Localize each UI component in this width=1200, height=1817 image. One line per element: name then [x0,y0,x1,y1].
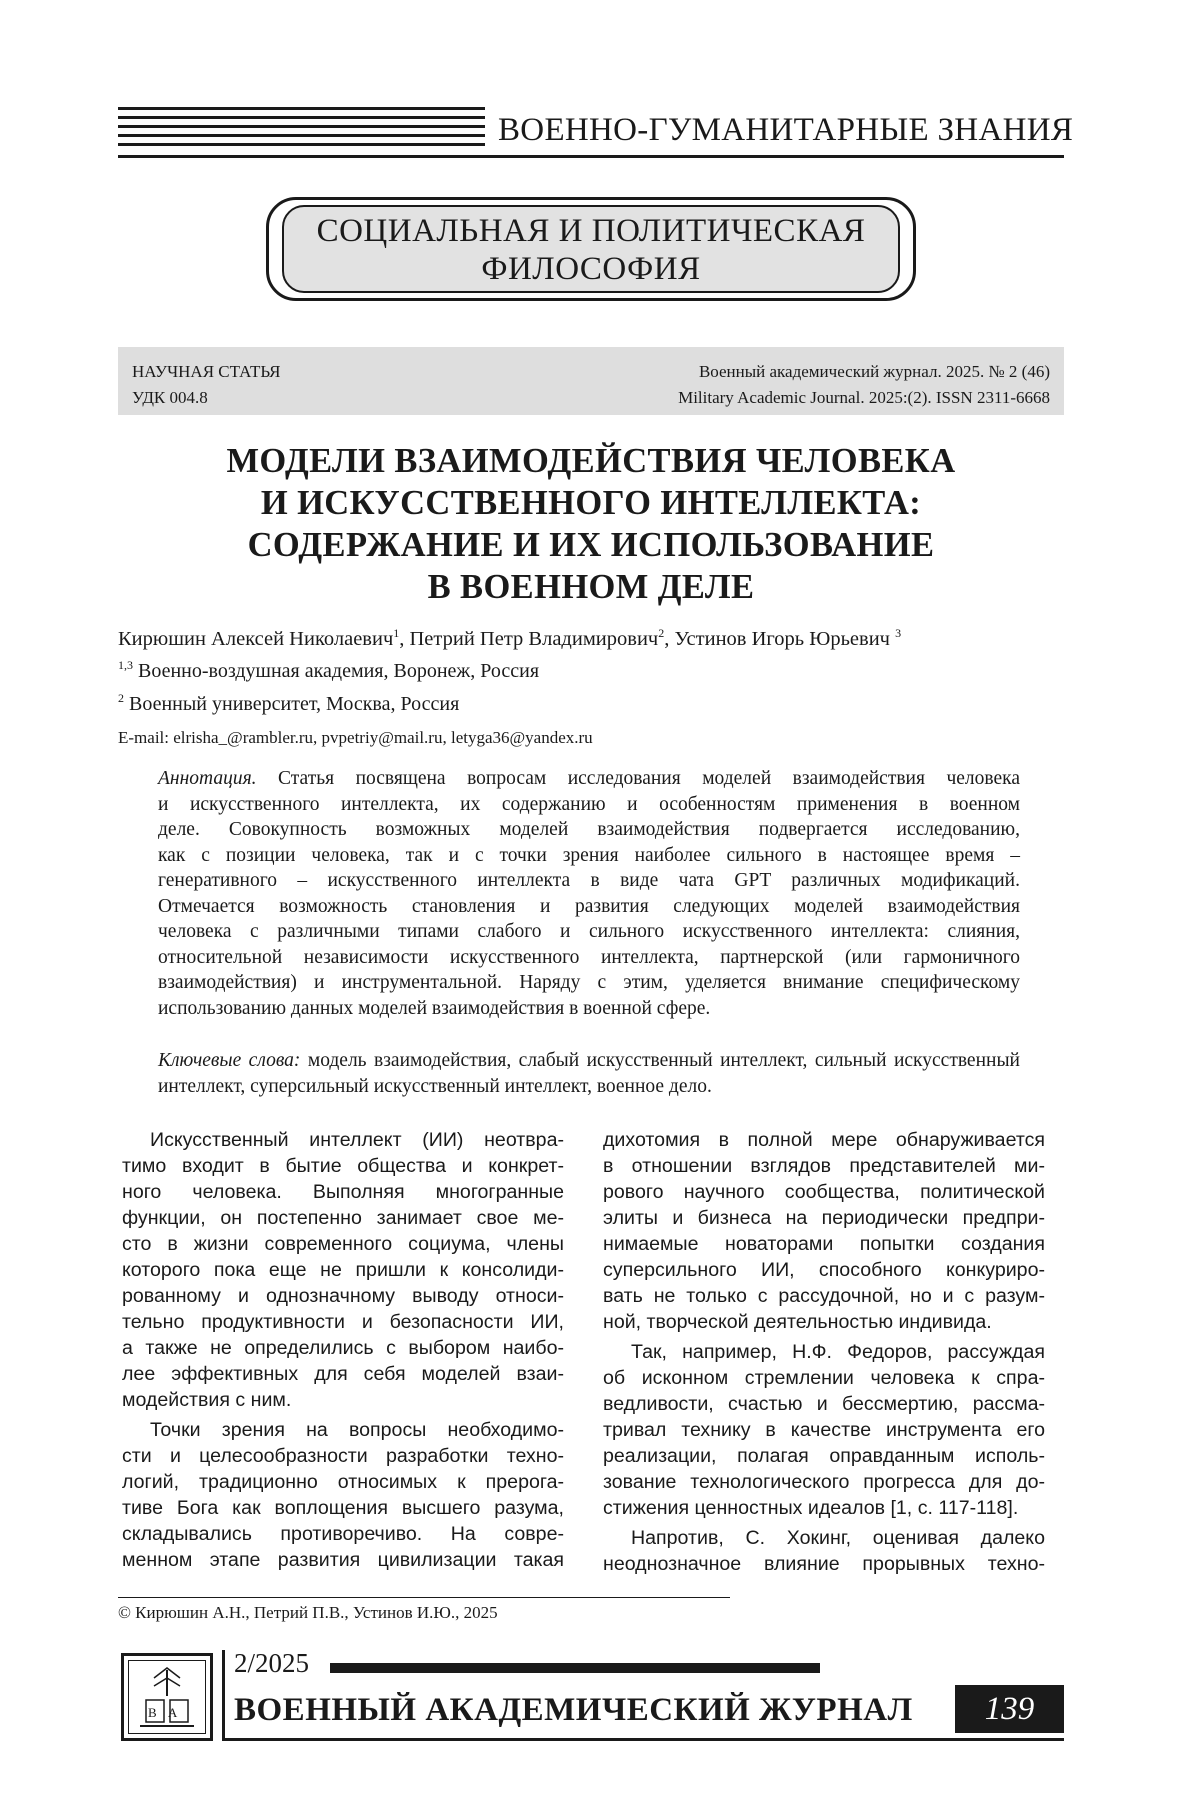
section-title-line-2: ФИЛОСОФИЯ [481,251,701,287]
body-line: Точки зрения на вопросы необходимо- [150,1419,564,1441]
author-1-sup: 1 [393,626,400,640]
logo-letters: ВА [148,1705,190,1720]
abstract-line: относительной независимости искусственного интеллекта, партнерской (или гармоничного [158,946,1020,968]
author-3-sup: 3 [895,626,902,640]
affiliation-1-text: Военно-воздушная академия, Воронеж, Россия [133,660,540,682]
keywords [158,1048,1020,1099]
abstract-line: деле. Совокупность возможных моделей взаимодействия подвергается исследованию, [158,819,1020,840]
title-line-4: В ВОЕННОМ ДЕЛЕ [427,568,755,606]
issue-bar [330,1663,820,1673]
body-line: тимо входит в бытие общества и конкрет- [122,1155,564,1177]
author-1: Кирюшин Алексей Николаевич [118,628,394,650]
body-line: стижения ценностных идеалов [1, с. 117-118]. [603,1497,1019,1519]
body-line: неоднозначное влияние прорывных техно- [603,1553,1045,1575]
abstract-line: и искусственного интеллекта, их содержанию и особенностям применения в военном [158,793,1020,815]
body-line: тельно продуктивности и безопасности ИИ, [122,1311,564,1333]
body-line: сти и целесообразности разработки техно- [122,1445,564,1467]
author-separator: , [664,628,675,650]
abstract-line: использованию данных моделей взаимодействия в военной сфере. [158,997,711,1019]
body-line: ведливости, счастью и бессмертию, рассма- [603,1393,1045,1415]
body-line: складывались противоречиво. На совре- [122,1523,564,1545]
abstract-line: человека с различными типами слабого и сильного искусственного интеллекта: слияния, [158,921,1020,942]
body-line: функции, он постепенно занимает свое ме- [122,1207,564,1229]
body-line: тривал технику в качестве инструмента его [603,1419,1045,1441]
title-line-3: СОДЕРЖАНИЕ И ИХ ИСПОЛЬЗОВАНИЕ [247,526,935,564]
affiliation-1-sup: 1,3 [118,658,133,672]
author-emails: E-mail: elrisha_@rambler.ru, pvpetriy@mail.ru, letyga36@yandex.ru [118,728,593,747]
author-3: Устинов Игорь Юрьевич [674,628,896,650]
journal-citation-ru: Военный академический журнал. 2025. № 2 (46) [698,362,1050,381]
keywords-label: Ключевые слова: [158,1050,301,1071]
abstract-line: генеративного – искусственного интеллекта в виде чата GPT различных модификаций. [158,870,1020,891]
body-column-left [122,1127,564,1573]
body-line: Так, например, Н.Ф. Федоров, рассуждая [631,1341,1045,1363]
body-line: Напротив, С. Хокинг, оценивая далеко [631,1527,1045,1549]
body-line: логий, традиционно относимых к прерога- [122,1471,564,1493]
abstract-line: Отмечается возможность становления и развития следующих моделей взаимодействия [158,895,1020,917]
journal-name: ВОЕННЫЙ АКАДЕМИЧЕСКИЙ ЖУРНАЛ [234,1692,913,1728]
running-header-title: ВОЕННО-ГУМАНИТАРНЫЕ ЗНАНИЯ [498,112,1074,148]
article-meta-box [118,347,1064,415]
body-line: об исконном стремлении человека к спра- [603,1367,1045,1389]
header-decorative-lines [118,107,485,153]
author-2-sup: 2 [658,626,665,640]
journal-logo [121,1653,213,1741]
keywords-text: модель взаимодействия, слабый искусственный интеллект, сильный искусственный интеллект, суперсильный искусственный интеллект, военное дело. [158,1050,1020,1097]
body-line: суперсильного ИИ, способного конкуриро- [603,1259,1045,1281]
affiliation-1 [118,660,539,683]
logo-emblem-icon [124,1656,210,1738]
body-line: Искусственный интеллект (ИИ) неотвра- [150,1129,564,1151]
footnote-rule [118,1597,730,1598]
abstract [158,766,1020,1021]
body-line: ного человека. Выполняя многогранные [122,1181,564,1203]
udc-code: УДК 004.8 [132,388,208,407]
body-line: сто в жизни современного социума, члены [122,1233,564,1255]
header-rule [118,155,1064,158]
abstract-line: как с позиции человека, так и с точки зрения наиболее сильного в настоящее время – [158,844,1020,866]
abstract-line: взаимодействия) и инструментальной. Наряду с этим, уделяется внимание специфическому [158,972,1020,993]
affiliation-2-text: Военный университет, Москва, Россия [124,693,460,715]
copyright-footnote: © Кирюшин А.Н., Петрий П.В., Устинов И.Ю., 2025 [118,1603,498,1622]
section-title-line-1: СОЦИАЛЬНАЯ И ПОЛИТИЧЕСКАЯ [316,213,866,249]
body-line: в отношении взглядов представителей ми- [603,1155,1045,1177]
body-line: элиты и бизнеса на периодически предпри- [603,1207,1045,1229]
body-line: модействия с ним. [122,1389,292,1411]
body-line: которого пока еще не пришли к консолиди- [122,1259,564,1281]
body-line: дихотомия в полной мере обнаруживается [603,1129,1045,1151]
title-line-2: И ИСКУССТВЕННОГО ИНТЕЛЛЕКТА: [260,484,922,522]
journal-citation-en: Military Academic Journal. 2025:(2). ISSN 2311-6668 [678,388,1050,407]
affiliation-2 [118,693,459,716]
body-column-right [603,1127,1045,1577]
body-line: зование технологического прогресса для до- [603,1471,1045,1493]
issue-number: 2/2025 [234,1648,310,1678]
affiliation-2-sup: 2 [118,691,124,705]
body-line: рового научного сообщества, политической [603,1181,1045,1203]
body-line: лее эффективных для себя моделей взаи- [122,1363,564,1385]
title-line-1: МОДЕЛИ ВЗАИМОДЕЙСТВИЯ ЧЕЛОВЕКА [226,442,956,480]
body-line: а также не определились с выбором наибо- [122,1337,564,1359]
article-type: НАУЧНАЯ СТАТЬЯ [132,362,281,381]
article-title [118,440,1064,608]
section-banner [282,205,900,293]
body-line: вать не только с рассудочной, но и с разум- [603,1285,1045,1307]
abstract-label: Аннотация. [158,768,257,789]
body-line: рованному и однозначному выводу относи- [122,1285,564,1307]
authors-line [118,628,1064,651]
author-separator: , [399,628,410,650]
footer-rule [222,1738,1064,1741]
body-line: нимаемые новаторами попытки создания [603,1233,1045,1255]
body-line: ной, творческой деятельностью индивида. [603,1311,992,1333]
author-2: Петрий Петр Владимирович [409,628,659,650]
page-number: 139 [955,1685,1064,1733]
body-line: тиве Бога как воплощения высшего разума, [122,1497,564,1519]
body-line: менном этапе развития цивилизации такая [122,1549,564,1571]
body-line: реализации, полагая оправданным исполь- [603,1445,1045,1467]
footer-divider [222,1650,225,1741]
abstract-line: Статья посвящена вопросам исследования моделей взаимодействия человека [256,768,1020,789]
